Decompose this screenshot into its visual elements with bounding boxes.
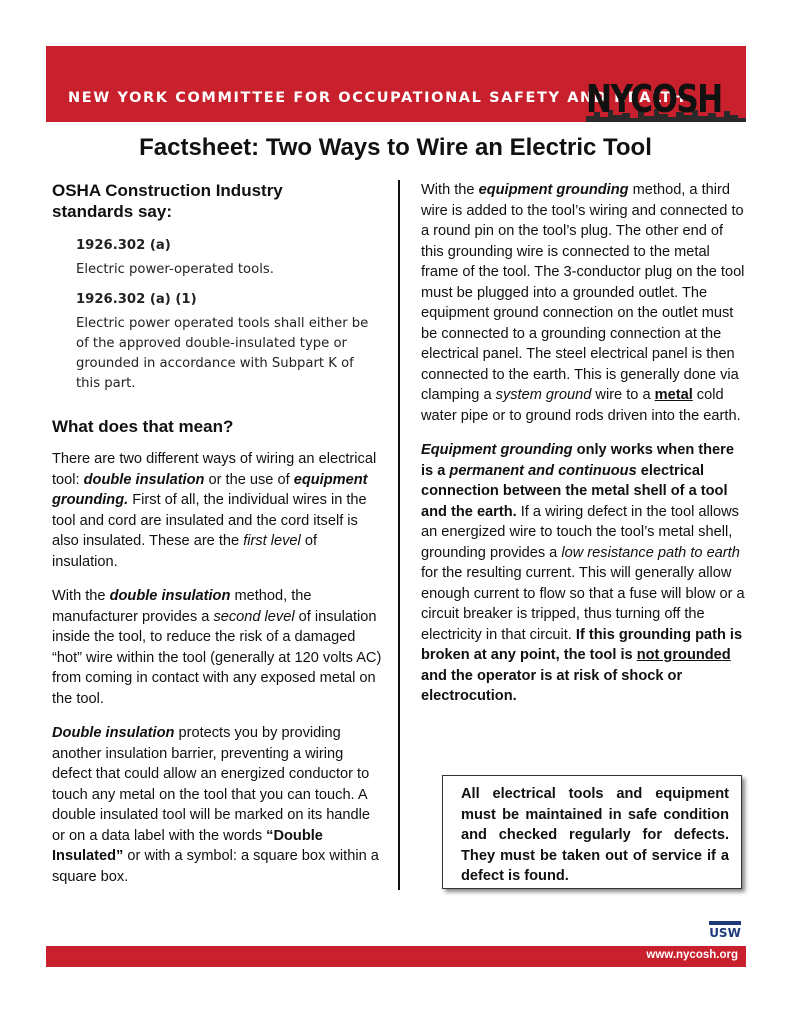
paragraph-two-ways: There are two different ways of wiring an electrical tool: double insulation or the use of equipment grounding. First of all, the individual wires in the tool and cord are insulated and the cord itself is also insulated. These are the first level of insulation. <box>52 451 377 570</box>
column-divider <box>398 180 400 890</box>
organization-name: NEW YORK COMMITTEE FOR OCCUPATIONAL SAFETY AND HEALTH <box>68 90 686 106</box>
standard-text: Electric power-operated tools. <box>76 262 274 277</box>
page-title: Factsheet: Two Ways to Wire an Electric Tool <box>139 134 652 161</box>
osha-heading: OSHA Construction Industry standards say: <box>52 181 283 221</box>
paragraph-equipment-grounding-method: With the equipment grounding method, a third wire is added to the tool’s wiring and connected to a round pin on the tool’s plug. The other end of this grounding wire is connected to the metal frame of the tool. The 3-conductor plug on the tool must be plugged into a grounded outlet. The equipment ground connection on the outlet must be connected to a grounding connection at the electrical panel. The steel electrical panel is then connected to the earth. This is generally done via clamping a system ground wire to a metal cold water pipe or to ground rods driven into the earth. <box>421 182 745 424</box>
left-column <box>52 180 382 887</box>
paragraph-double-insulation-protection: Double insulation protects you by providing another insulation barrier, preventing a wiring defect that could allow an energized conductor to touch any metal on the tool that you can touch. A double insulated tool will be marked on its handle or on a data label with the words “Double Insulated” or with a symbol: a square box within a square box. <box>52 725 379 885</box>
website-url: www.nycosh.org <box>646 949 738 961</box>
nycosh-logo <box>586 76 746 122</box>
standard-text: Electric power operated tools shall either be of the approved double-insulated type or grounded in accordance with Subpart K of this part. <box>76 316 369 391</box>
header-banner <box>46 46 746 122</box>
footer-bar <box>46 946 746 967</box>
standard-code: 1926.302 (a) (1) <box>76 292 197 307</box>
svg-text:USW: USW <box>709 926 741 940</box>
meaning-heading: What does that mean? <box>52 417 234 436</box>
safety-callout-box: All electrical tools and equipment must be maintained in safe condition and checked regularly for defects. They must be taken out of service if a defect is found. <box>442 775 742 889</box>
logo-wordmark: NYCOSH <box>586 77 722 121</box>
standard-code: 1926.302 (a) <box>76 238 171 253</box>
paragraph-grounding-works: Equipment grounding only works when there is a permanent and continuous electrical connection between the metal shell of a tool and the earth. If a wiring defect in the tool allows an energized wire to touch the tool’s metal shell, grounding provides a low resistance path to earth for the resulting current. This will generally allow enough current to flow so that a fuse will blow or a circuit breaker is tripped, thus turning off the electricity in that circuit. If this grounding path is broken at any point, the tool is not grounded and the operator is at risk of shock or electrocution. <box>421 442 745 704</box>
union-logo <box>708 920 742 940</box>
right-column <box>421 180 747 707</box>
paragraph-double-insulation-method: With the double insulation method, the manufacturer provides a second level of insulation inside the tool, to reduce the risk of a damaged “hot” wire within the tool (generally at 120 volts AC) from coming in contact with any exposed metal on the tool. <box>52 588 382 707</box>
